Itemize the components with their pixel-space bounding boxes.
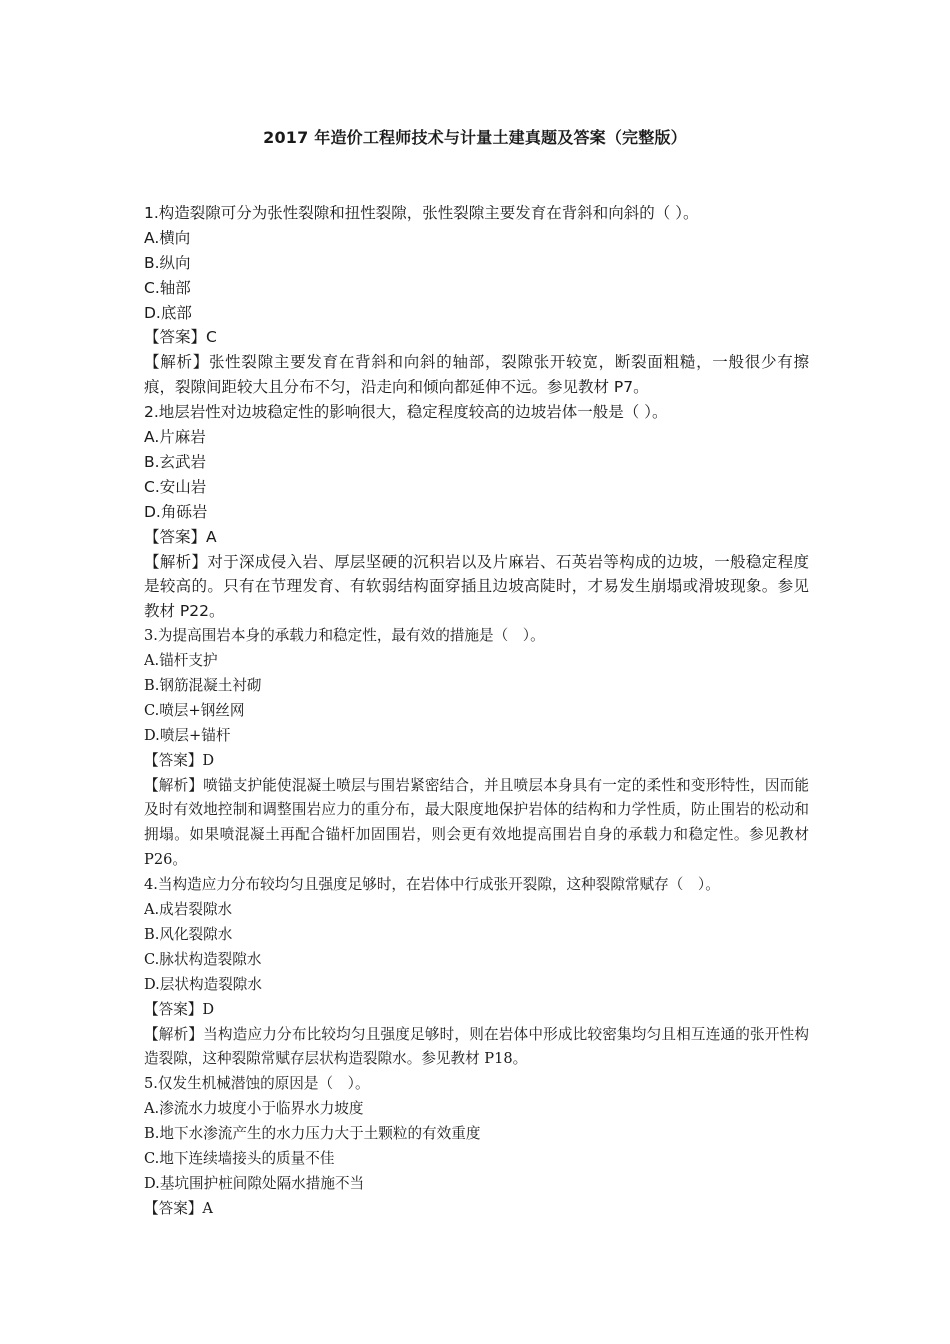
question-2-option-a: A.片麻岩 xyxy=(144,428,206,447)
question-4-answer: 【答案】D xyxy=(144,1000,215,1018)
question-3-option-a: A.锚杆支护 xyxy=(144,652,218,670)
question-2-analysis: 【解析】对于深成侵入岩、厚层坚硬的沉积岩以及片麻岩、石英岩等构成的边坡，一般稳定程度是较高的。只有在节理发育、有软弱结构面穿插且边坡高陡时，才易发生崩塌或滑坡现象。参见教材 P22。 xyxy=(144,552,809,621)
question-1-option-b: B.纵向 xyxy=(144,253,191,272)
question-5-stem: 5.仅发生机械潜蚀的原因是（ ）。 xyxy=(144,1075,370,1093)
question-4-option-b: B.风化裂隙水 xyxy=(144,925,233,943)
question-4-option-a: A.成岩裂隙水 xyxy=(144,901,233,919)
question-1-stem: 1.构造裂隙可分为张性裂隙和扭性裂隙，张性裂隙主要发育在背斜和向斜的（ ）。 xyxy=(144,204,699,222)
question-5-option-c: C.地下连续墙接头的质量不佳 xyxy=(144,1150,335,1168)
document-body xyxy=(144,201,809,1222)
question-3-stem: 3.为提高围岩本身的承载力和稳定性，最有效的措施是（ ）。 xyxy=(144,627,545,645)
question-1-option-d: D.底部 xyxy=(144,303,192,322)
question-4-option-d: D.层状构造裂隙水 xyxy=(144,975,262,993)
question-2-answer: 【答案】A xyxy=(144,527,217,546)
question-2-option-b: B.玄武岩 xyxy=(144,452,207,471)
question-1-option-c: C.轴部 xyxy=(144,278,191,297)
question-5-answer: 【答案】A xyxy=(144,1199,213,1217)
question-3-analysis: 【解析】喷锚支护能使混凝土喷层与围岩紧密结合，并且喷层本身具有一定的柔性和变形特性，因而能及时有效地控制和调整围岩应力的重分布，最大限度地保护岩体的结构和力学性质，防止围岩的松动和拥塌。如果喷混凝土再配合锚杆加固围岩，则会更有效地提高围岩自身的承载力和稳定性。参见教材 P26。 xyxy=(144,776,809,869)
question-3-answer: 【答案】D xyxy=(144,751,215,769)
question-4-analysis: 【解析】当构造应力分布比较均匀且强度足够时，则在岩体中形成比较密集均匀且相互连通的张开性构造裂隙，这种裂隙常赋存层状构造裂隙水。参见教材 P18。 xyxy=(144,1025,809,1068)
question-5-option-a: A.渗流水力坡度小于临界水力坡度 xyxy=(144,1100,364,1118)
question-3-option-d: D.喷层+锚杆 xyxy=(144,726,231,744)
question-2-stem: 2.地层岩性对边坡稳定性的影响很大，稳定程度较高的边坡岩体一般是（ ）。 xyxy=(144,403,668,422)
question-4-stem: 4.当构造应力分布较均匀且强度足够时，在岩体中行成张开裂隙，这种裂隙常赋存（ ）。 xyxy=(144,876,720,894)
question-5-option-b: B.地下水渗流产生的水力压力大于土颗粒的有效重度 xyxy=(144,1125,481,1143)
question-1-answer: 【答案】C xyxy=(144,328,217,347)
question-4-option-c: C.脉状构造裂隙水 xyxy=(144,950,262,968)
document-title: 2017 年造价工程师技术与计量土建真题及答案（完整版） xyxy=(263,128,687,147)
question-2-option-d: D.角砾岩 xyxy=(144,502,208,521)
question-2-option-c: C.安山岩 xyxy=(144,477,207,496)
question-3-option-b: B.钢筋混凝土衬砌 xyxy=(144,677,262,694)
question-1-analysis: 【解析】张性裂隙主要发育在背斜和向斜的轴部，裂隙张开较宽，断裂面粗糙，一般很少有擦痕，裂隙间距较大且分布不匀，沿走向和倾向都延伸不远。参见教材 P7。 xyxy=(144,353,809,397)
question-1-option-a: A.横向 xyxy=(144,228,191,247)
question-5-option-d: D.基坑围护桩间隙处隔水措施不当 xyxy=(144,1174,365,1192)
question-3-option-c: C.喷层+钢丝网 xyxy=(144,701,245,719)
